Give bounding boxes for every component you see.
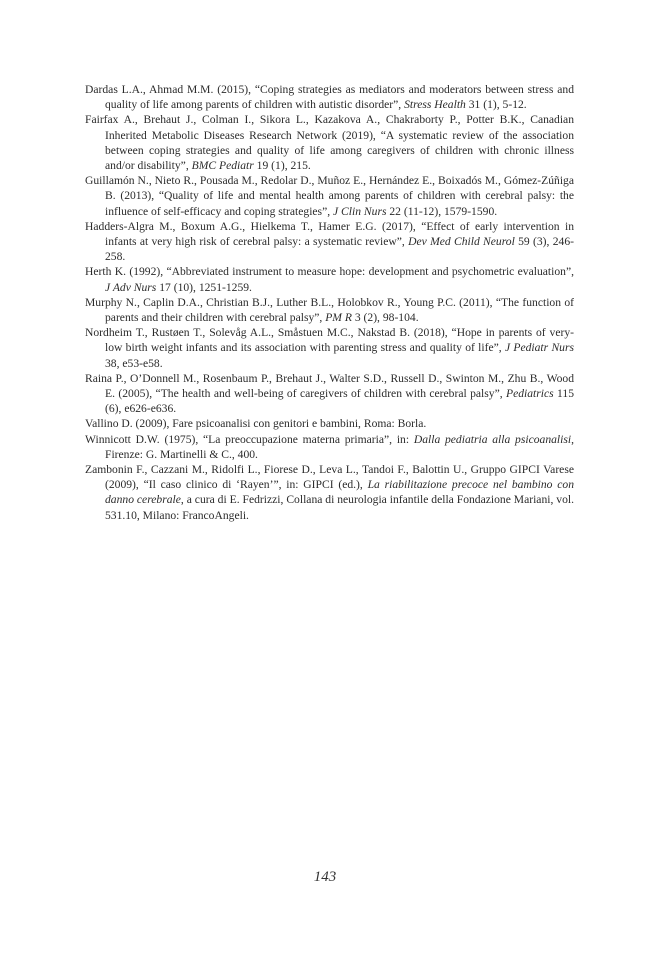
reference-text: Herth K. (1992), “Abbreviated instrument to measure hope: development and psychometric evaluation”,	[85, 265, 574, 279]
reference-text: 22 (11-12), 1579-1590.	[386, 204, 498, 218]
reference-source-italic: Pediatrics	[506, 387, 554, 401]
reference-text: 3 (2), 98-104.	[351, 311, 419, 325]
reference-entry	[85, 112, 574, 173]
reference-text: Murphy N., Caplin D.A., Christian B.J., Luther B.L., Holobkov R., Young P.C. (2011), “The function of parents and their children with cerebral palsy”,	[85, 295, 574, 325]
reference-text: Nordheim T., Rustøen T., Solevåg A.L., Småstuen M.C., Nakstad B. (2018), “Hope in parents of very-low birth weight infants and its association with parenting stress and quality of life”,	[85, 326, 574, 355]
reference-source-italic: Dev Med Child Neurol	[408, 235, 515, 249]
reference-text: Winnicott D.W. (1975), “La preoccupazione materna primaria”, in:	[85, 432, 414, 446]
reference-text: , a cura di E. Fedrizzi, Collana di neurologia infantile della Fondazione Mariani, vol. 531.10, Milano: FrancoAngeli.	[105, 493, 575, 522]
reference-source-italic: J Pediatr Nurs	[504, 341, 574, 355]
reference-entry	[85, 432, 574, 462]
reference-source-italic: Stress Health	[404, 98, 466, 112]
reference-text: 59 (3), 246-258.	[105, 235, 574, 264]
reference-entry	[85, 173, 574, 219]
reference-text: 31 (1), 5-12.	[465, 98, 527, 112]
reference-source-italic: Dalla pediatria alla psicoanalisi	[413, 432, 572, 446]
reference-text: Raina P., O’Donnell M., Rosenbaum P., Brehaut J., Walter S.D., Russell D., Swinton M., Zhu B., Wood E. (2005), “The health and well-being of caregivers of children with cerebral palsy”,	[85, 371, 574, 401]
reference-entry	[85, 325, 574, 371]
reference-source-italic: J Adv Nurs	[105, 280, 157, 294]
reference-text: Dardas L.A., Ahmad M.M. (2015), “Coping strategies as mediators and moderators between stress and quality of life among parents of children with autistic disorder”,	[85, 83, 574, 112]
reference-source-italic: BMC Pediatr	[191, 159, 254, 173]
reference-source-italic: La riabilitazione precoce nel bambino con danno cerebrale	[105, 478, 574, 507]
reference-text: Vallino D. (2009), Fare psicoanalisi con genitori e bambini, Roma: Borla.	[85, 417, 427, 431]
reference-entry	[85, 371, 574, 417]
reference-text: 38, e53-e58.	[105, 356, 163, 370]
reference-text: , Firenze: G. Martinelli & C., 400.	[105, 432, 574, 461]
reference-text: 17 (10), 1251-1259.	[156, 280, 252, 294]
reference-text: 19 (1), 215.	[253, 159, 311, 173]
reference-source-italic: PM R	[325, 311, 352, 325]
reference-text: 115 (6), e626-e636.	[105, 387, 575, 416]
reference-entry	[85, 219, 574, 265]
reference-text: Fairfax A., Brehaut J., Colman I., Sikora L., Kazakova A., Chakraborty P., Potter B.K., Canadian Inherited Metabolic Diseases Research Network (2019), “A systematic review of the association between coping strategies and quality of life among caregivers of children with chronic illness and/or disability”,	[85, 113, 574, 173]
reference-text: Hadders-Algra M., Boxum A.G., Hielkema T., Hamer E.G. (2017), “Effect of early intervention in infants at very high risk of cerebral palsy: a systematic review”,	[85, 219, 574, 249]
reference-text: Guillamón N., Nieto R., Pousada M., Redolar D., Muñoz E., Hernández E., Boixadós M., Gómez-Zúñiga B. (2013), “Quality of life and mental health among parents of children with cerebral palsy: the influence of self-efficacy and coping strategies”,	[85, 174, 574, 218]
reference-entry	[85, 295, 574, 325]
reference-source-italic: J Clin Nurs	[333, 204, 387, 218]
reference-text: Zambonin F., Cazzani M., Ridolfi L., Fiorese D., Leva L., Tandoi F., Balottin U., Gruppo GIPCI Varese (2009), “Il caso clinico di ‘Rayen’”, in: GIPCI (ed.),	[85, 463, 574, 492]
reference-entry	[85, 82, 574, 112]
reference-list	[85, 82, 574, 523]
reference-entry	[85, 264, 574, 294]
reference-entry	[85, 416, 574, 431]
page-number: 143	[313, 869, 337, 885]
reference-entry	[85, 462, 574, 523]
